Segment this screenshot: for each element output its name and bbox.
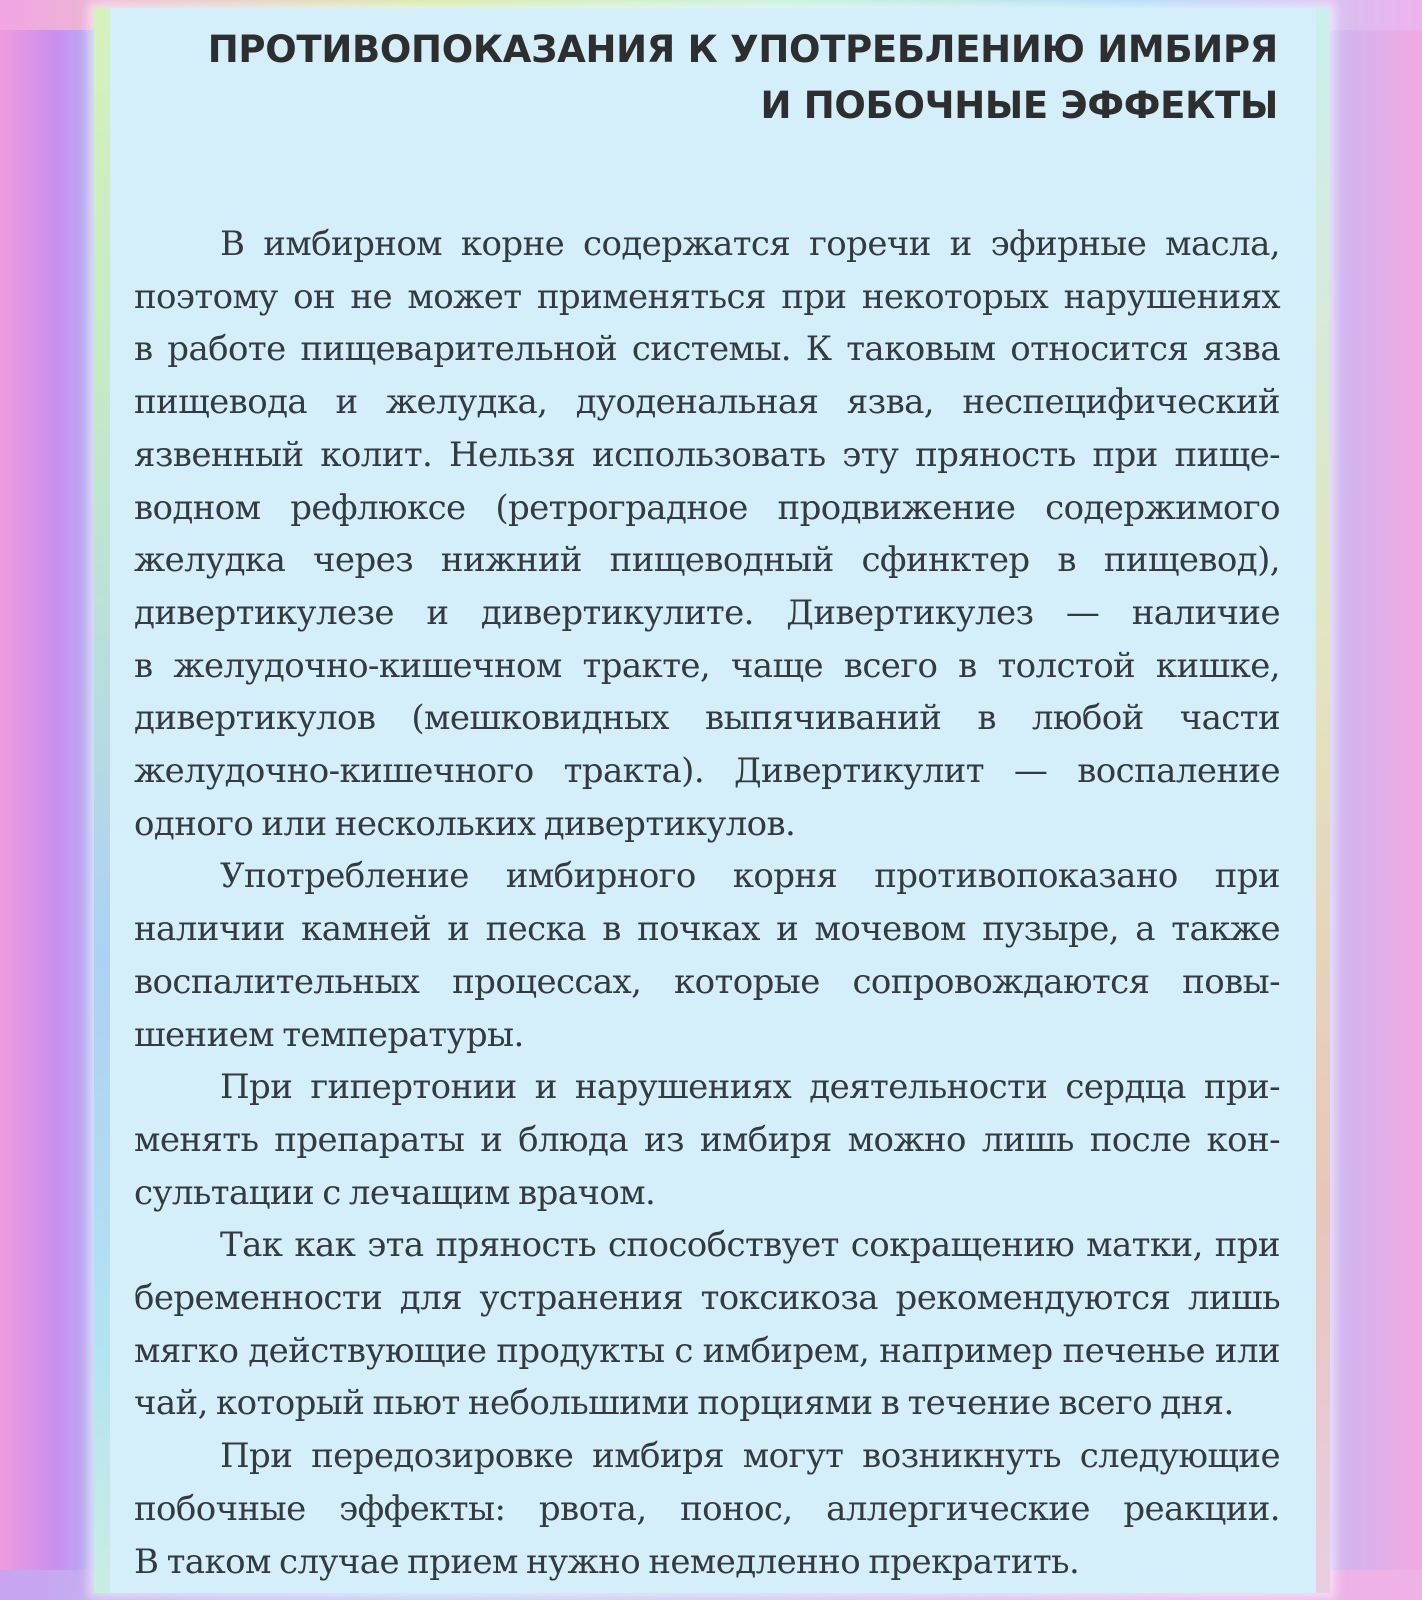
card-right-edge-tint [1316, 8, 1330, 1593]
text-line: желудочно-кишечного тракта). Дивертикулит — воспаление [134, 751, 1280, 792]
paragraph-contraindications-digestive [134, 218, 1280, 850]
paragraph-pregnancy [134, 1219, 1280, 1430]
text-line: сультации с лечащим врачом. [134, 1172, 656, 1213]
text-line: В таком случае прием нужно немедленно прекратить. [134, 1541, 1080, 1582]
text-line: водном рефлюксе (ретроградное продвижение содержимого [134, 487, 1280, 528]
text-line: шением температуры. [134, 1014, 524, 1055]
text-line: одного или нескольких дивертикулов. [134, 803, 796, 844]
text-line: язвенный колит. Нельзя использовать эту пряность при пище- [134, 434, 1280, 475]
heading-line-2: И ПОБОЧНЫЕ ЭФФЕКТЫ [760, 84, 1278, 127]
text-line: воспалительных процессах, которые сопровождаются повы- [134, 961, 1280, 1002]
text-line: Употребление имбирного корня противопоказано при [220, 856, 1280, 897]
heading-line-1: ПРОТИВОПОКАЗАНИЯ К УПОТРЕБЛЕНИЮ ИМБИРЯ [207, 28, 1278, 71]
paragraph-kidney-stones [134, 850, 1280, 1061]
text-line: В имбирном корне содержатся горечи и эфирные масла, [220, 224, 1280, 264]
text-line: менять препараты и блюда из имбиря можно лишь после кон- [134, 1119, 1280, 1160]
text-line: пищевода и желудка, дуоденальная язва, неспецифический [134, 382, 1280, 423]
text-line: Так как эта пряность способствует сокращению матки, при [220, 1225, 1280, 1266]
text-line: дивертикулезе и дивертикулите. Дивертикулез — наличие [134, 592, 1280, 633]
card-left-edge-tint [94, 8, 110, 1593]
text-line: в работе пищеварительной системы. К таковым относится язва [134, 329, 1280, 370]
text-line: При гипертонии и нарушениях деятельности сердца при- [220, 1067, 1280, 1108]
text-line: поэтому он не может применяться при некоторых нарушениях [134, 276, 1280, 317]
paragraph-overdose [134, 1430, 1280, 1588]
text-line: побочные эффекты: рвота, понос, аллергические реакции. [134, 1488, 1280, 1529]
text-line: мягко действующие продукты с имбирем, например печенье или [134, 1330, 1280, 1371]
text-line: дивертикулов (мешковидных выпячиваний в любой части [134, 698, 1280, 739]
paragraph-hypertension [134, 1061, 1280, 1219]
text-line: чай, который пьют небольшими порциями в течение всего дня. [134, 1383, 1234, 1424]
text-line: в желудочно-кишечном тракте, чаще всего в толстой кишке, [134, 645, 1280, 686]
text-line: наличии камней и песка в почках и мочевом пузыре, а также [134, 909, 1280, 950]
text-line: желудка через нижний пищеводный сфинктер в пищевод), [134, 540, 1280, 581]
text-line: беременности для устранения токсикоза рекомендуются лишь [134, 1278, 1280, 1319]
body-text [134, 218, 1280, 1588]
page-heading [150, 22, 1278, 134]
text-line: При передозировке имбиря могут возникнуть следующие [220, 1436, 1280, 1477]
